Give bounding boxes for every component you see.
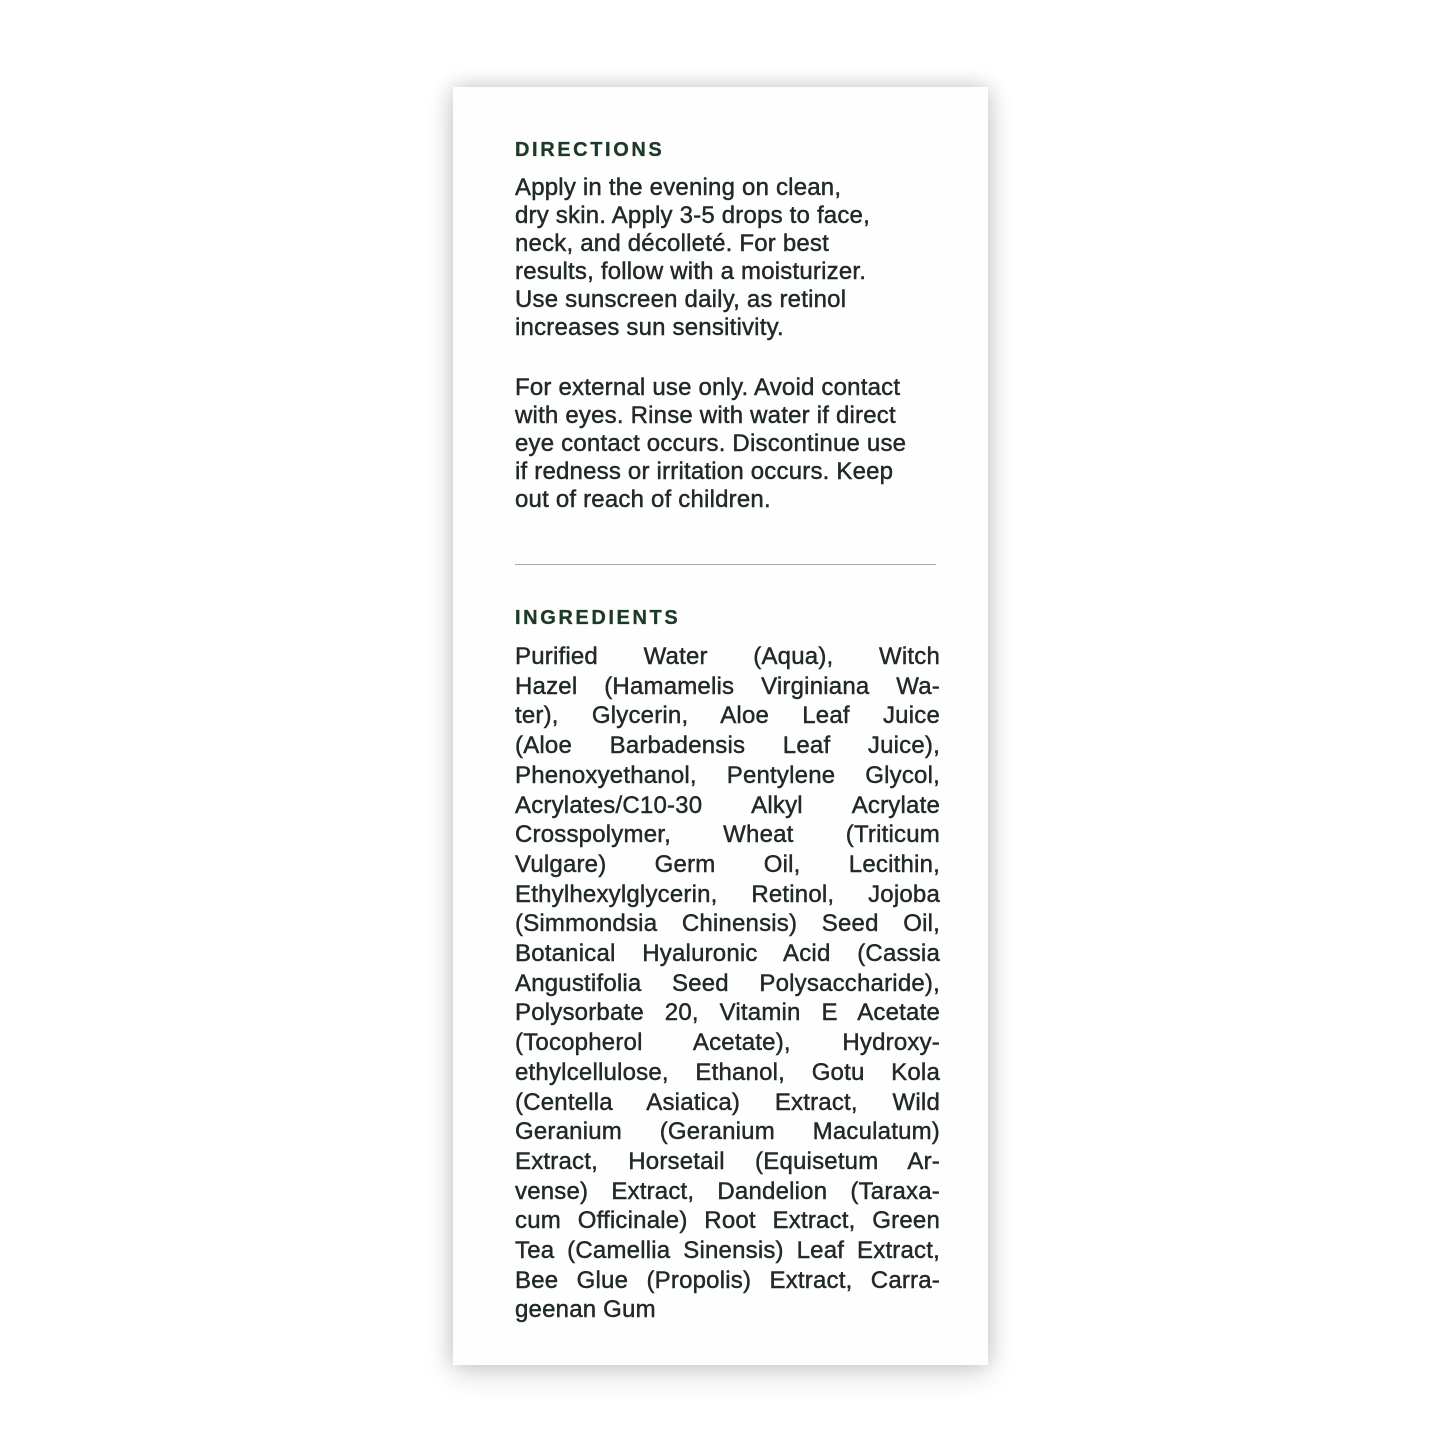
text-line: with eyes. Rinse with water if direct: [515, 402, 896, 429]
text-line: For external use only. Avoid contact: [515, 374, 901, 401]
text-line: (Tocopherol Acetate), Hydroxy-: [515, 1029, 940, 1057]
text-line: ethylcellulose, Ethanol, Gotu Kola: [515, 1058, 940, 1086]
directions-paragraph-2: [515, 374, 940, 514]
ingredients-text: [515, 642, 940, 1325]
text-line: (Simmondsia Chinensis) Seed Oil,: [515, 910, 940, 938]
text-line: Angustifolia Seed Polysaccharide),: [515, 969, 940, 997]
text-line: Bee Glue (Propolis) Extract, Carra-: [515, 1266, 940, 1294]
text-line: cum Officinale) Root Extract, Green: [515, 1207, 940, 1235]
text-line: Geranium (Geranium Maculatum): [515, 1118, 940, 1146]
text-line: Use sunscreen daily, as retinol: [515, 286, 847, 313]
text-line: (Aloe Barbadensis Leaf Juice),: [515, 732, 940, 760]
text-line: dry skin. Apply 3-5 drops to face,: [515, 202, 870, 229]
label-content: [453, 87, 988, 1365]
directions-paragraph-1: [515, 174, 940, 342]
text-line: neck, and décolleté. For best: [515, 230, 829, 257]
text-line: Crosspolymer, Wheat (Triticum: [515, 821, 940, 849]
text-line: Extract, Horsetail (Equisetum Ar-: [515, 1147, 940, 1175]
section-divider: [515, 564, 936, 565]
text-line: Purified Water (Aqua), Witch: [515, 643, 940, 670]
text-line: Hazel (Hamamelis Virginiana Wa-: [515, 672, 940, 700]
text-line: Vulgare) Germ Oil, Lecithin,: [515, 850, 940, 878]
text-line: out of reach of children.: [515, 486, 771, 513]
directions-heading: DIRECTIONS: [515, 139, 665, 161]
text-line: increases sun sensitivity.: [515, 314, 784, 341]
text-line: eye contact occurs. Discontinue use: [515, 430, 907, 457]
text-line: Botanical Hyaluronic Acid (Cassia: [515, 940, 940, 968]
text-line: ter), Glycerin, Aloe Leaf Juice: [515, 702, 940, 730]
text-line: Phenoxyethanol, Pentylene Glycol,: [515, 761, 940, 789]
text-line: Ethylhexylglycerin, Retinol, Jojoba: [515, 880, 940, 908]
text-line: if redness or irritation occurs. Keep: [515, 458, 894, 485]
ingredients-heading: INGREDIENTS: [515, 607, 681, 629]
text-line: vense) Extract, Dandelion (Taraxa-: [515, 1177, 940, 1205]
text-line: results, follow with a moisturizer.: [515, 258, 867, 285]
text-line: Acrylates/C10-30 Alkyl Acrylate: [515, 791, 940, 819]
ingredients-section: [515, 607, 940, 1325]
packaging-label-panel: [453, 87, 988, 1365]
directions-section: [515, 139, 940, 514]
text-line: Polysorbate 20, Vitamin E Acetate: [515, 999, 940, 1027]
text-line: geenan Gum: [515, 1296, 656, 1324]
text-line: Tea (Camellia Sinensis) Leaf Extract,: [515, 1237, 940, 1265]
text-line: (Centella Asiatica) Extract, Wild: [515, 1088, 940, 1116]
text-line: Apply in the evening on clean,: [515, 174, 842, 201]
